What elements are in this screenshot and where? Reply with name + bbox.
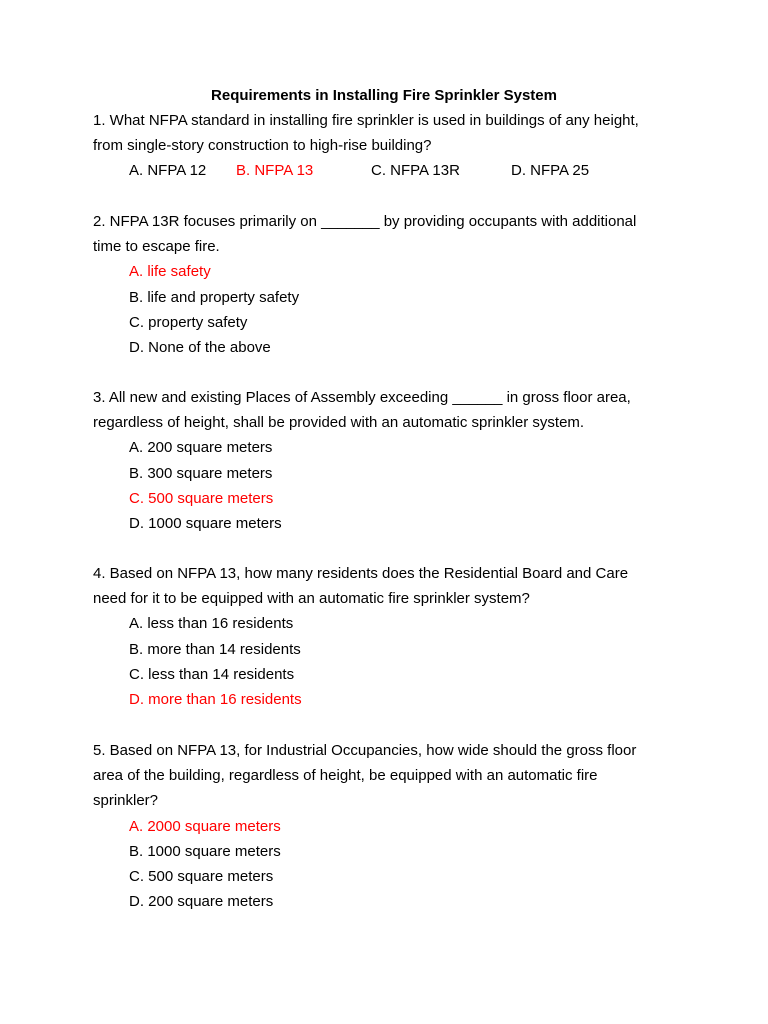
question-4-option-c: C. less than 14 residents	[129, 665, 295, 683]
question-4-option-a: A. less than 16 residents	[129, 615, 294, 633]
question-2-option-b: B. life and property safety	[129, 288, 300, 306]
question-1	[93, 108, 673, 184]
question-5-option-c: C. 500 square meters	[129, 868, 274, 886]
question-4-option-b: B. more than 14 residents	[129, 640, 301, 658]
question-3-option-d: D. 1000 square meters	[129, 515, 282, 533]
question-4-line-2: need for it to be equipped with an automatic fire sprinkler system?	[93, 590, 530, 608]
question-1-option-c: C. NFPA 13R	[371, 162, 460, 180]
question-2-line-1: 2. NFPA 13R focuses primarily on _______ by providing occupants with additional	[93, 213, 637, 230]
question-1-line-2: from single-story construction to high-rise building?	[93, 137, 432, 155]
question-1-options	[93, 158, 673, 183]
question-1-option-d: D. NFPA 25	[511, 162, 590, 180]
question-5-option-a: A. 2000 square meters	[129, 817, 281, 835]
question-3-option-b: B. 300 square meters	[129, 464, 273, 482]
question-3	[93, 385, 673, 536]
question-3-option-a: A. 200 square meters	[129, 439, 273, 457]
question-2-option-d: D. None of the above	[129, 339, 271, 357]
question-4	[93, 561, 673, 712]
question-3-option-c: C. 500 square meters	[129, 489, 274, 507]
question-2-option-c: C. property safety	[129, 313, 248, 331]
question-2	[93, 209, 673, 360]
question-1-option-b: B. NFPA 13	[236, 162, 314, 180]
question-5	[93, 738, 673, 914]
question-3-line-2: regardless of height, shall be provided with an automatic sprinkler system.	[93, 414, 585, 432]
question-3-line-1: 3. All new and existing Places of Assembly exceeding ______ in gross floor area,	[93, 389, 631, 406]
question-5-line-2: area of the building, regardless of height, be equipped with an automatic fire	[93, 767, 598, 785]
question-1-line-1: 1. What NFPA standard in installing fire sprinkler is used in buildings of any height,	[93, 112, 639, 129]
question-2-line-2: time to escape fire.	[93, 238, 220, 256]
question-1-option-a: A. NFPA 12	[129, 162, 207, 180]
question-5-line-1: 5. Based on NFPA 13, for Industrial Occupancies, how wide should the gross floor	[93, 742, 637, 759]
question-5-option-d: D. 200 square meters	[129, 893, 274, 911]
question-4-line-1: 4. Based on NFPA 13, how many residents does the Residential Board and Care	[93, 565, 629, 582]
question-5-line-3: sprinkler?	[93, 792, 159, 810]
question-5-option-b: B. 1000 square meters	[129, 842, 281, 860]
document-title: Requirements in Installing Fire Sprinkler System	[211, 87, 557, 104]
question-4-option-d: D. more than 16 residents	[129, 691, 302, 709]
question-2-option-a: A. life safety	[129, 263, 211, 281]
